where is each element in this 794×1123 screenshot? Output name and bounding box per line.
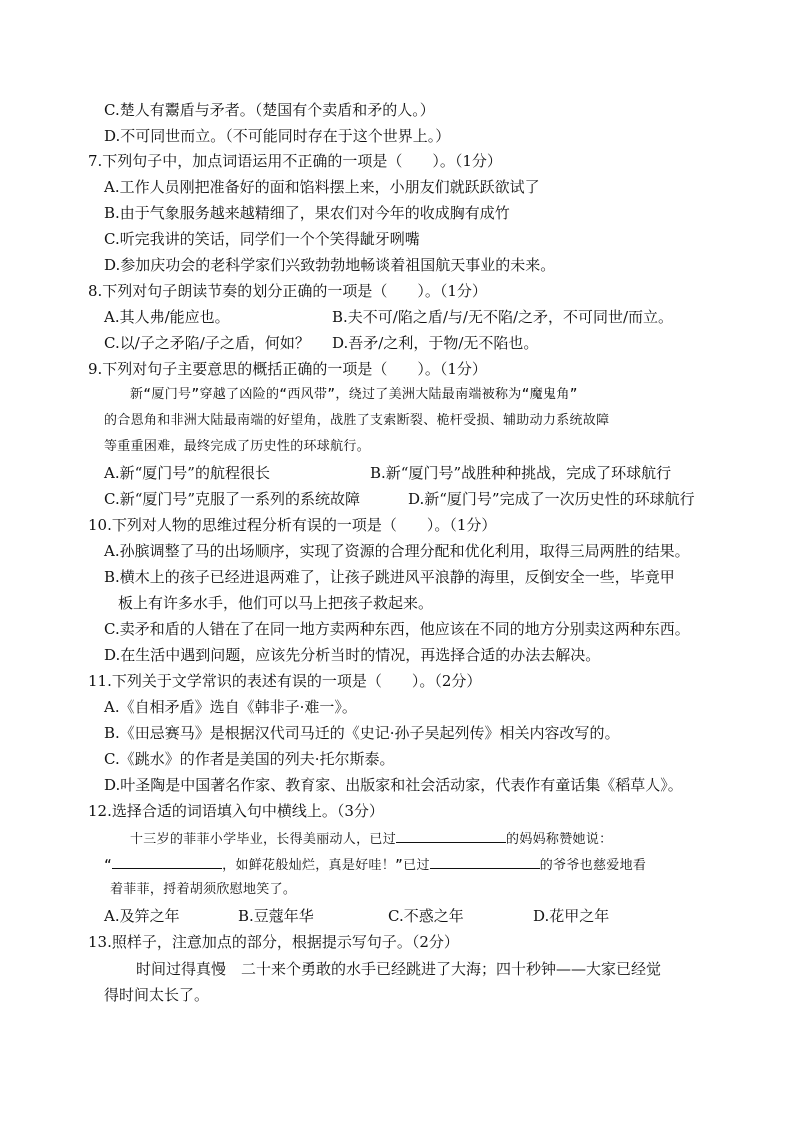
q9-stem: 9.下列对句子主要意思的概括正确的一项是（ ）。（1分） — [88, 360, 487, 378]
q11-stem: 11.下列关于文学常识的表述有误的一项是（ ）。（2分） — [88, 672, 482, 690]
q8-option-c: C.以/子之矛陷/子之盾，何如？ — [104, 334, 310, 352]
answer-blank[interactable] — [396, 828, 506, 843]
q9-passage-line: 新“厦门号”穿越了凶险的“西风带”，绕过了美洲大陆最南端被称为“魔鬼角” — [130, 387, 578, 402]
q8-option-b: B.夫不可/陷之盾/与/无不陷/之矛，不可同世/而立。 — [332, 308, 674, 326]
q12-option-a: A.及笄之年 — [104, 907, 180, 925]
q10-option-b: B.横木上的孩子已经进退两难了，让孩子跳进风平浪静的海里，反倒安全一些，毕竟甲 — [104, 568, 675, 586]
q8-stem: 8.下列对句子朗读节奏的划分正确的一项是（ ）。（1分） — [88, 282, 487, 300]
q12-sentence-line-1: 十三岁的菲菲小学毕业，长得美丽动人，已过 的妈妈称赞她说： — [130, 828, 612, 850]
answer-blank[interactable] — [112, 854, 222, 869]
q11-option-a: A.《自相矛盾》选自《韩非子·难一》。 — [104, 698, 357, 716]
q7-option-b: B.由于气象服务越来越精细了，果农们对今年的收成胸有成竹 — [104, 204, 510, 222]
prev-option-d: D.不可同世而立。（不可能同时存在于这个世界上。） — [104, 127, 451, 145]
q9-option-a: A.新“厦门号”的航程很长 — [104, 464, 270, 482]
q12-sentence-line-3: 着菲菲，捋着胡须欣慰地笑了。 — [110, 882, 297, 897]
q9-option-b: B.新“厦门号”战胜种种挑战，完成了环球航行 — [370, 464, 672, 482]
q7-option-a: A.工作人员刚把准备好的面和馅料摆上来，小朋友们就跃跃欲试了 — [104, 178, 540, 196]
q7-option-d: D.参加庆功会的老科学家们兴致勃勃地畅谈着祖国航天事业的未来。 — [104, 256, 556, 274]
q10-option-d: D.在生活中遇到问题，应该先分析当时的情况，再选择合适的办法去解决。 — [104, 646, 601, 664]
q11-option-c: C.《跳水》的作者是美国的列夫·托尔斯泰。 — [104, 750, 395, 768]
q9-option-c: C.新“厦门号”克服了一系列的系统故障 — [104, 490, 361, 508]
q9-option-d: D.新“厦门号”完成了一次历史性的环球航行 — [408, 490, 695, 508]
q9-passage-line: 等重重困难，最终完成了历史性的环球航行。 — [104, 439, 371, 454]
q13-stem: 13.照样子，注意加点的部分，根据提示写句子。（2分） — [88, 933, 459, 951]
q10-option-a: A.孙膑调整了马的出场顺序，实现了资源的合理分配和优化利用，取得三局两胜的结果。 — [104, 542, 690, 560]
q8-option-a: A.其人弗/能应也。 — [104, 308, 230, 326]
q13-example-line-2: 得时间太长了。 — [104, 986, 210, 1004]
q12-option-b: B.豆蔻年华 — [238, 907, 314, 925]
prev-option-c: C.楚人有鬻盾与矛者。（楚国有个卖盾和矛的人。） — [104, 101, 435, 119]
q12-sentence-line-2: “ ，如鲜花般灿烂，真是好哇！”已过 的爷爷也慈爱地看 — [104, 854, 646, 876]
q13-example-line-1: 时间过得真慢 二十来个勇敢的水手已经跳进了大海；四十秒钟——大家已经觉 — [136, 960, 662, 978]
q7-stem: 7.下列句子中，加点词语运用不正确的一项是（ ）。（1分） — [88, 152, 502, 170]
answer-blank[interactable] — [430, 854, 540, 869]
q8-option-d: D.吾矛/之利，于物/无不陷也。 — [332, 334, 539, 352]
q12-option-d: D.花甲之年 — [533, 907, 610, 925]
q12-option-c: C.不惑之年 — [388, 907, 464, 925]
q10-option-b-continued: 板上有许多水手，他们可以马上把孩子救起来。 — [118, 594, 434, 612]
q11-option-d: D.叶圣陶是中国著名作家、教育家、出版家和社会活动家，代表作有童话集《稻草人》。 — [104, 776, 683, 794]
q11-option-b: B.《田忌赛马》是根据汉代司马迁的《史记·孙子吴起列传》相关内容改写的。 — [104, 724, 620, 742]
q7-option-c: C.听完我讲的笑话，同学们一个个笑得龇牙咧嘴 — [104, 230, 420, 248]
q10-stem: 10.下列对人物的思维过程分析有误的一项是（ ）。（1分） — [88, 516, 497, 534]
q9-passage-line: 的合恩角和非洲大陆最南端的好望角，战胜了支索断裂、桅杆受损、辅助动力系统故障 — [104, 413, 610, 428]
q10-option-c: C.卖矛和盾的人错在了在同一地方卖两种东西，他应该在不同的地方分别卖这两种东西。 — [104, 620, 690, 638]
q12-stem: 12.选择合适的词语填入句中横线上。（3分） — [88, 802, 384, 820]
